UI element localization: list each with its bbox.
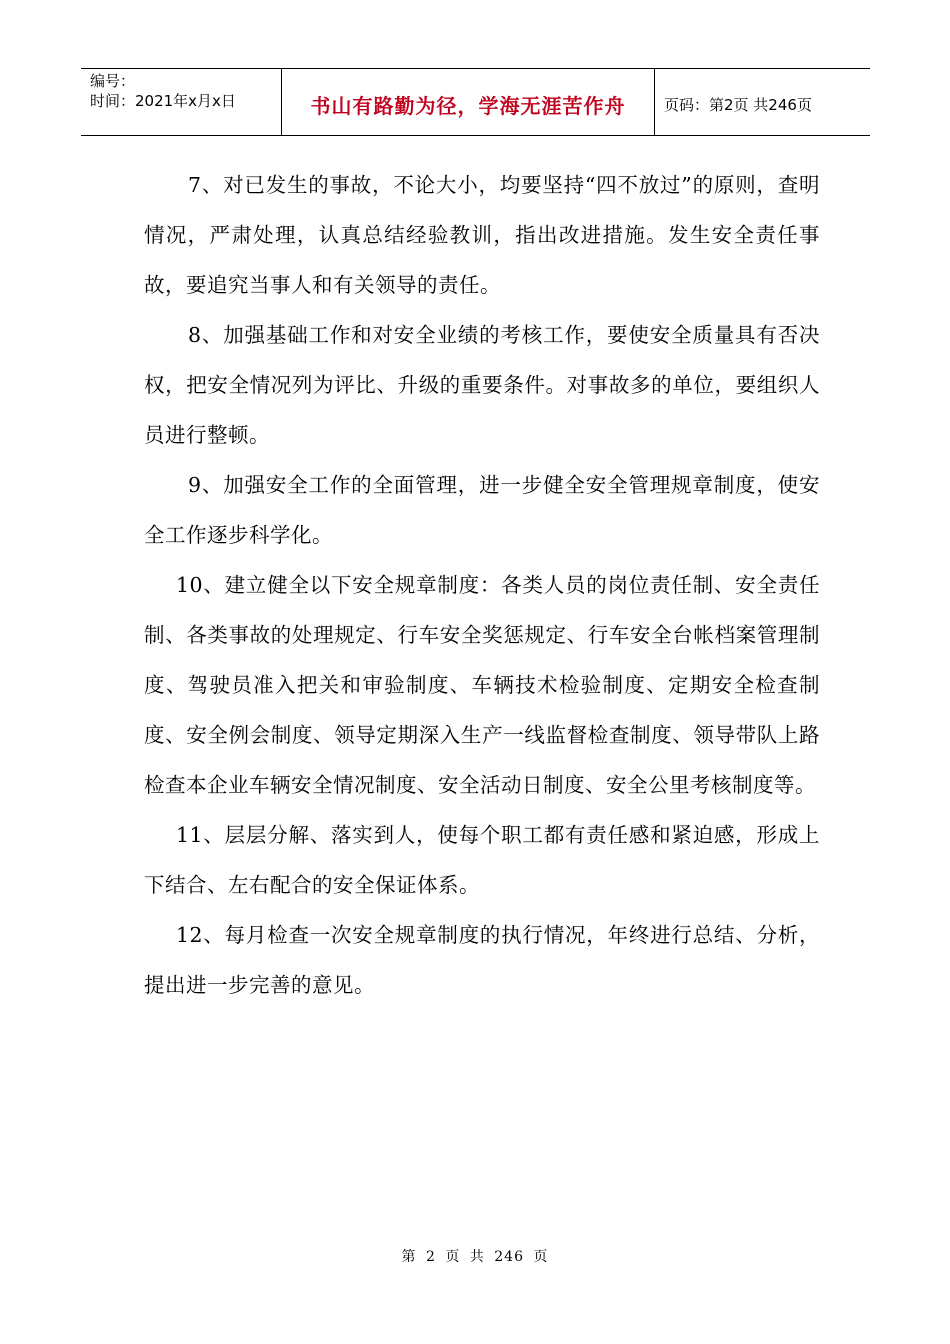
document-number-label: 编号：	[90, 72, 136, 90]
paragraph-10: 10、建立健全以下安全规章制度：各类人员的岗位责任制、安全责任制、各类事故的处理规定、行车安全奖惩规定、行车安全台帐档案管理制度、驾驶员准入把关和审验制度、车辆技术检验制度、定期安全检查制度、安全例会制度、领导定期深入生产一线监督检查制度、领导带队上路检查本企业车辆安全情况制度、安全活动日制度、安全公里考核制度等。	[144, 573, 820, 797]
paragraph-11: 11、层层分解、落实到人，使每个职工都有责任感和紧迫感，形成上下结合、左右配合的安全保证体系。	[144, 823, 820, 897]
header-meta-cell	[81, 69, 282, 135]
document-body	[144, 160, 820, 1010]
paragraph-9: 9、加强安全工作的全面管理，进一步健全安全管理规章制度，使安全工作逐步科学化。	[144, 473, 820, 547]
header-page-label: 页码：第2页 共246页	[664, 95, 812, 114]
header-motto-cell	[282, 69, 655, 135]
header-page-cell	[655, 69, 870, 135]
page-header	[81, 68, 870, 136]
paragraph-12: 12、每月检查一次安全规章制度的执行情况，年终进行总结、分析，提出进一步完善的意见。	[144, 923, 820, 997]
paragraph-7: 7、对已发生的事故，不论大小，均要坚持“四不放过”的原则，查明情况，严肃处理，认真总结经验教训，指出改进措施。发生安全责任事故，要追究当事人和有关领导的责任。	[144, 173, 820, 297]
paragraph-8: 8、加强基础工作和对安全业绩的考核工作，要使安全质量具有否决权，把安全情况列为评比、升级的重要条件。对事故多的单位，要组织人员进行整顿。	[144, 323, 820, 447]
page-footer: 第 2 页 共 246 页	[401, 1249, 549, 1265]
header-motto: 书山有路勤为径，学海无涯苦作舟	[310, 93, 626, 118]
document-date-label: 时间：2021年x月x日	[90, 92, 236, 110]
